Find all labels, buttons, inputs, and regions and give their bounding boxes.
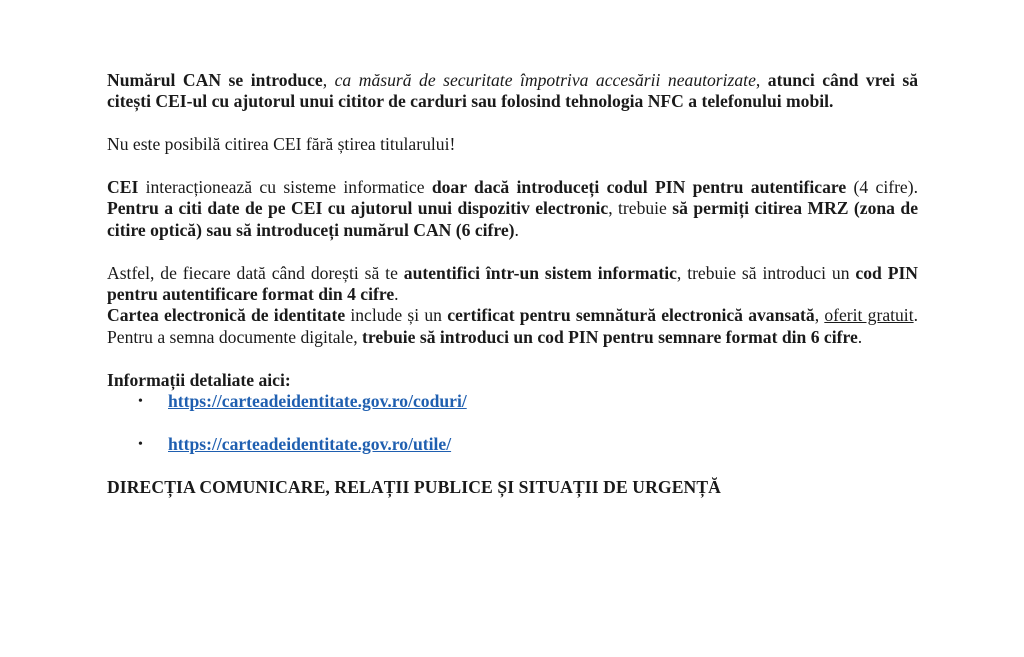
text: . Pentru a semna documente digitale, — [107, 305, 918, 347]
paragraph-consent: Nu este posibilă citirea CEI fără știrea titularului! — [107, 134, 456, 155]
text: , trebuie — [608, 198, 673, 219]
bullet-icon: • — [138, 394, 143, 410]
text-italic: ca măsură de securitate împotriva accesării neautorizate — [334, 70, 756, 90]
text: (4 cifre). — [846, 177, 918, 197]
paragraph-can — [107, 70, 918, 113]
text-bold: atunci când vrei să citești CEI-ul cu ajutorul unui cititor de carduri sau folosind tehnologia NFC a telefonului mobil. — [107, 70, 919, 112]
text-bold: certificat pentru semnătură electronică avansată — [447, 305, 815, 326]
list-item — [107, 391, 918, 412]
text: , — [755, 70, 768, 90]
link-coduri[interactable]: https://carteadeidentitate.gov.ro/coduri/ — [168, 391, 467, 412]
text-bold: doar dacă introduceți codul PIN pentru autentificare — [431, 177, 847, 197]
text: , trebuie să introduci un — [676, 262, 856, 283]
document-page — [107, 70, 918, 498]
paragraph-signature — [107, 305, 918, 348]
text: . — [857, 326, 863, 347]
text: include și un — [345, 305, 448, 326]
text-underlined: oferit gratuit — [824, 305, 914, 326]
paragraph-cei-pin — [107, 177, 918, 241]
text-bold: autentifici într-un sistem informatic — [403, 262, 677, 283]
text: interacționează cu sisteme informatice — [138, 177, 432, 197]
link-utile[interactable]: https://carteadeidentitate.gov.ro/utile/ — [168, 433, 452, 454]
info-heading-text: Informații detaliate aici: — [107, 369, 291, 390]
info-heading — [107, 370, 918, 391]
text: . — [514, 219, 519, 240]
text: . — [394, 284, 399, 305]
list-item — [107, 434, 918, 455]
list-spacer — [107, 412, 918, 433]
bullet-icon: • — [138, 436, 143, 452]
links-list — [107, 391, 918, 455]
department-footer: DIRECȚIA COMUNICARE, RELAȚII PUBLICE ȘI SITUAȚII DE URGENȚĂ — [107, 476, 721, 497]
text-bold: trebuie să introduci un cod PIN pentru semnare format din 6 cifre — [362, 326, 858, 347]
text-bold: să permiți citirea MRZ (zona de citire optică) sau să introduceți numărul CAN (6 cifre) — [107, 198, 919, 240]
text: Astfel, de fiecare dată când dorești să te — [107, 262, 404, 283]
text-bold: CEI — [107, 177, 139, 197]
text-bold: Numărul CAN se introduce — [107, 70, 323, 90]
text-bold: Pentru a citi date de pe CEI cu ajutorul unui dispozitiv electronic — [107, 198, 609, 219]
text: , — [322, 70, 335, 90]
text: , — [814, 305, 825, 326]
text-bold: cod PIN pentru autentificare format din 4 cifre — [107, 262, 918, 305]
text-bold: Cartea electronică de identitate — [107, 305, 346, 326]
paragraph-authentication — [107, 263, 918, 306]
